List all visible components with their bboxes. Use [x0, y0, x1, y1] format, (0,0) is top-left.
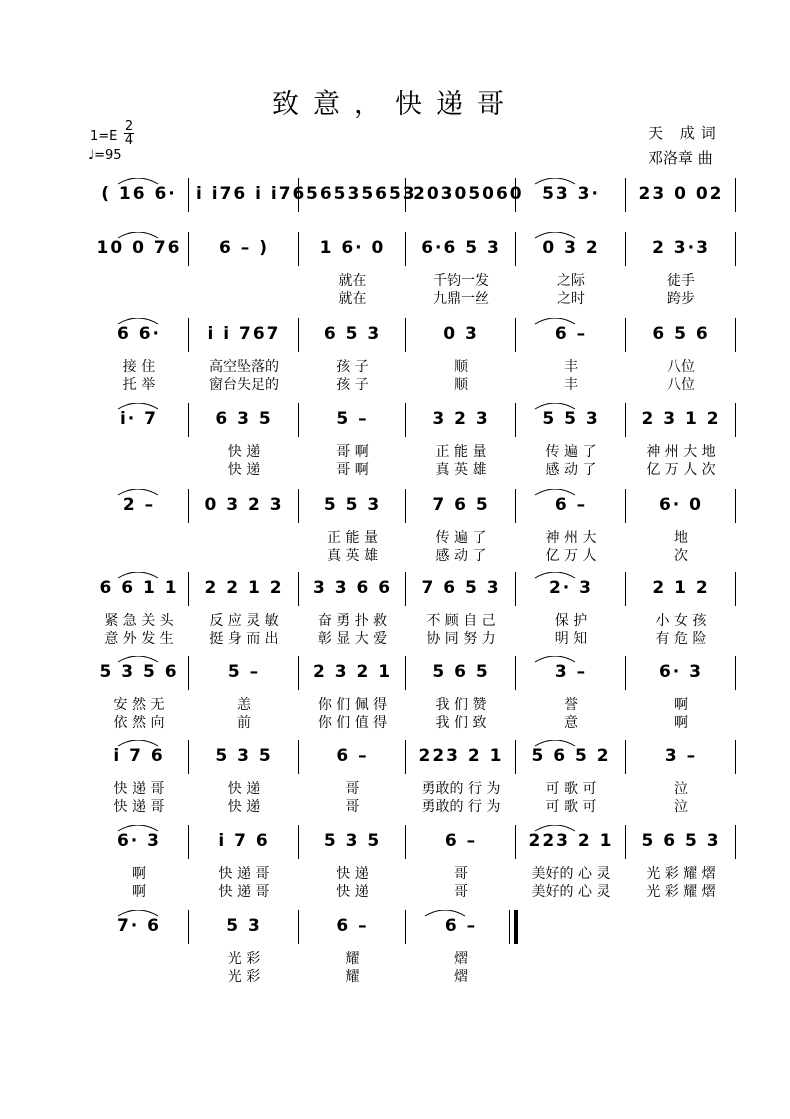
lyric-line-2: 啊: [674, 715, 688, 731]
barline: [625, 572, 626, 606]
lyric-line-1: 光 彩: [227, 951, 261, 967]
barline: [298, 489, 299, 523]
lyric-line-1: 可 歌 可: [545, 781, 597, 797]
measure-notes: ( 16 6·: [101, 184, 177, 204]
lyric-line-2: 挺 身 而 出: [209, 631, 279, 647]
measure-notes: 6· 0: [658, 495, 704, 515]
lyric-line-1: 勇敢的 行 为: [421, 781, 501, 797]
measure-notes: 20305060: [413, 184, 524, 204]
measure-notes: 5 6 5: [432, 662, 490, 682]
measure-notes: 56535653: [306, 184, 417, 204]
barline: [405, 825, 406, 859]
measure-notes: 6·6 5 3: [421, 238, 501, 258]
lyric-line-1: 哥 啊: [336, 444, 369, 460]
barline: [298, 825, 299, 859]
barline: [405, 656, 406, 690]
barline: [735, 825, 736, 859]
lyric-line-2: 意: [564, 715, 578, 731]
lyric-line-2: 顺: [454, 377, 468, 393]
score-system: [0, 825, 790, 911]
barline: [735, 403, 736, 437]
barline: [298, 740, 299, 774]
lyric-line-2: 光 彩 耀 熠: [646, 884, 716, 900]
lyric-line-2: 亿 万 人: [545, 548, 597, 564]
lyric-line-1: 誉: [564, 697, 578, 713]
lyric-line-2: 彰 显 大 爱: [317, 631, 388, 647]
measure-notes: 6 –: [554, 495, 588, 515]
lyric-line-1: 你 们 佩 得: [317, 697, 388, 713]
lyric-line-1: 神 州 大: [545, 530, 597, 546]
lyric-line-2: 我 们 致: [435, 715, 487, 731]
barline: [188, 910, 189, 944]
measure-notes: 7 6 5 3: [421, 578, 501, 598]
lyric-line-1: 快 递: [227, 444, 261, 460]
measure-notes: 5 5 3: [323, 495, 382, 515]
lyric-line-1: 恙: [237, 697, 251, 713]
measure-notes: i i76 i i76: [196, 184, 307, 204]
lyric-line-2: 窗台失足的: [209, 377, 279, 393]
lyric-line-2: 依 然 向: [113, 715, 165, 731]
lyric-line-1: 小 女 孩: [655, 613, 707, 629]
barline: [515, 656, 516, 690]
measure-notes: 6 6·: [116, 324, 162, 344]
barline: [405, 232, 406, 266]
lyric-line-2: 孩 子: [336, 377, 369, 393]
lyric-line-2: 感 动 了: [435, 548, 487, 564]
lyric-line-1: 光 彩 耀 熠: [646, 866, 716, 882]
measure-notes: 0 3 2 3: [204, 495, 284, 515]
barline: [735, 572, 736, 606]
lyric-line-1: 正 能 量: [435, 444, 487, 460]
measure-notes: 2 3 2 1: [312, 662, 393, 682]
barline: [298, 910, 299, 944]
measure-notes: 2 1 2: [652, 578, 710, 598]
measure-notes: 3 –: [554, 662, 588, 682]
lyric-line-2: 哥 啊: [336, 462, 369, 478]
barline: [515, 572, 516, 606]
lyric-line-1: 正 能 量: [327, 530, 378, 546]
score-system: [0, 740, 790, 826]
lyric-line-1: 快 递: [336, 866, 369, 882]
lyric-line-1: 高空坠落的: [209, 359, 279, 375]
measure-notes: 6· 3: [116, 831, 162, 851]
lyric-line-1: 紧 急 关 头: [104, 613, 174, 629]
barline: [405, 740, 406, 774]
lyric-line-2: 熠: [454, 969, 468, 985]
measure-notes: 23 0 02: [638, 184, 724, 204]
lyric-line-1: 孩 子: [336, 359, 369, 375]
lyric-line-1: 快 递 哥: [218, 866, 270, 882]
measure-notes: 10 0 76: [96, 238, 182, 258]
barline: [625, 403, 626, 437]
barline: [515, 318, 516, 352]
key-signature: 1=E: [90, 129, 118, 144]
measure-notes: 5 –: [336, 409, 369, 429]
barline: [515, 232, 516, 266]
measure-notes: 2 3 1 2: [641, 409, 721, 429]
measure-notes: i 7 6: [218, 831, 270, 851]
barline: [188, 489, 189, 523]
measure-notes: 6 –: [336, 916, 369, 936]
measure-notes: 5 3 5: [323, 831, 382, 851]
measure-notes: 6 –: [336, 746, 369, 766]
lyric-line-1: 我 们 赞: [435, 697, 487, 713]
lyric-line-2: 真 英 雄: [435, 462, 487, 478]
measure-notes: i· 7: [119, 409, 159, 429]
barline: [298, 572, 299, 606]
barline: [405, 572, 406, 606]
barline: [188, 656, 189, 690]
lyric-line-2: 快 递 哥: [113, 799, 165, 815]
time-signature: [124, 120, 134, 147]
tempo-marking: ♩=95: [88, 148, 122, 163]
lyric-line-1: 奋 勇 扑 救: [317, 613, 388, 629]
score-system: [0, 318, 790, 404]
lyric-line-2: 光 彩: [227, 969, 261, 985]
measure-notes: 6 – ): [219, 238, 269, 258]
barline: [735, 489, 736, 523]
lyric-line-2: 美好的 心 灵: [531, 884, 611, 900]
lyric-line-1: 反 应 灵 敏: [209, 613, 279, 629]
score-system: [0, 572, 790, 658]
score-system: [0, 910, 790, 996]
measure-notes: 7 6 5: [432, 495, 490, 515]
lyric-line-2: 跨步: [667, 291, 695, 307]
measure-notes: 6 –: [444, 831, 478, 851]
measure-notes: 2· 3: [548, 578, 594, 598]
final-barline-thin: [509, 910, 510, 944]
lyric-line-2: 快 递 哥: [218, 884, 270, 900]
lyric-line-1: 哥: [345, 781, 360, 797]
barline: [515, 489, 516, 523]
time-signature-bottom: 4: [124, 133, 134, 148]
measure-notes: 5 6 5 2: [531, 746, 611, 766]
measure-notes: 1 6· 0: [319, 238, 386, 258]
barline: [298, 318, 299, 352]
measure-notes: 223 2 1: [528, 831, 614, 851]
measure-notes: 5 3 5 6: [99, 662, 179, 682]
barline: [515, 740, 516, 774]
barline: [405, 489, 406, 523]
measure-notes: 7· 6: [116, 916, 162, 936]
lyric-line-1: 神 州 大 地: [646, 444, 716, 460]
lyric-line-2: 就在: [338, 291, 367, 307]
lyric-line-1: 不 顾 自 己: [426, 613, 496, 629]
lyric-line-1: 徒手: [667, 273, 695, 289]
barline: [625, 656, 626, 690]
page-title: 致意，快递哥: [272, 89, 518, 120]
measure-notes: 6 3 5: [215, 409, 273, 429]
barline: [298, 232, 299, 266]
barline: [625, 232, 626, 266]
barline: [188, 403, 189, 437]
barline: [625, 740, 626, 774]
lyric-line-2: 快 递: [227, 799, 261, 815]
barline: [188, 232, 189, 266]
lyric-line-1: 地: [674, 530, 688, 546]
barline: [298, 656, 299, 690]
lyric-line-2: 前: [237, 715, 251, 731]
barline: [298, 403, 299, 437]
time-signature-top: 2: [124, 119, 134, 134]
barline: [188, 318, 189, 352]
lyric-line-2: 之时: [557, 291, 585, 307]
lyric-line-1: 快 递 哥: [113, 781, 165, 797]
measure-notes: 3 3 6 6: [312, 578, 393, 598]
lyric-line-2: 协 同 努 力: [426, 631, 496, 647]
measure-notes: 2 –: [122, 495, 156, 515]
barline: [735, 178, 736, 212]
barline: [625, 489, 626, 523]
lyric-line-1: 安 然 无: [113, 697, 165, 713]
barline: [405, 318, 406, 352]
lyric-line-2: 意 外 发 生: [104, 631, 174, 647]
barline: [625, 825, 626, 859]
barline: [405, 910, 406, 944]
barline: [735, 740, 736, 774]
lyric-line-2: 快 递: [227, 462, 261, 478]
barline: [515, 403, 516, 437]
measure-notes: 6 6 1 1: [99, 578, 179, 598]
lyric-line-1: 就在: [338, 273, 367, 289]
lyric-line-2: 哥: [345, 799, 360, 815]
barline: [735, 232, 736, 266]
lyric-line-2: 亿 万 人 次: [646, 462, 716, 478]
lyric-line-1: 顺: [454, 359, 468, 375]
measure-notes: i 7 6: [113, 746, 165, 766]
final-barline-thick: [514, 910, 518, 944]
lyric-line-1: 美好的 心 灵: [531, 866, 611, 882]
lyric-line-1: 八位: [667, 359, 695, 375]
measure-notes: 5 5 3: [542, 409, 600, 429]
measure-notes: 5 3: [226, 916, 262, 936]
lyric-line-1: 熠: [454, 951, 468, 967]
measure-notes: 5 –: [227, 662, 261, 682]
barline: [188, 178, 189, 212]
lyric-line-1: 快 递: [227, 781, 261, 797]
lyric-line-1: 丰: [564, 359, 578, 375]
barline: [515, 825, 516, 859]
measure-notes: 3 2 3: [432, 409, 490, 429]
lyric-line-2: 托 举: [122, 377, 156, 393]
lyric-line-1: 传 遍 了: [435, 530, 487, 546]
lyric-line-1: 千钧一发: [433, 273, 489, 289]
score-system: [0, 489, 790, 575]
lyric-line-2: 有 危 险: [655, 631, 707, 647]
measure-notes: 3 –: [664, 746, 698, 766]
measure-notes: 2 2 1 2: [204, 578, 284, 598]
measure-notes: 0 3: [443, 324, 479, 344]
lyric-line-2: 快 递: [336, 884, 369, 900]
lyric-line-1: 啊: [674, 697, 688, 713]
lyric-line-2: 次: [674, 548, 688, 564]
lyric-line-2: 可 歌 可: [545, 799, 597, 815]
barline: [625, 178, 626, 212]
measure-notes: 2 3·3: [652, 238, 710, 258]
lyric-line-1: 泣: [674, 781, 688, 797]
measure-notes: 53 3·: [542, 184, 600, 204]
score-system: [0, 232, 790, 318]
barline: [188, 572, 189, 606]
lyric-line-2: 泣: [674, 799, 688, 815]
lyric-line-2: 啊: [132, 884, 146, 900]
measure-notes: 0 3 2: [542, 238, 600, 258]
lyric-line-1: 之际: [557, 273, 585, 289]
barline: [188, 825, 189, 859]
measure-notes: 6 5 6: [652, 324, 710, 344]
lyric-line-2: 哥: [454, 884, 468, 900]
lyric-line-1: 保 护: [554, 613, 588, 629]
measure-notes: 6· 3: [658, 662, 704, 682]
lyric-line-2: 真 英 雄: [327, 548, 378, 564]
lyric-line-2: 九鼎一丝: [433, 291, 489, 307]
measure-notes: i i 767: [207, 324, 281, 344]
lyric-line-2: 勇敢的 行 为: [421, 799, 501, 815]
lyric-line-1: 接 住: [122, 359, 156, 375]
lyric-line-1: 耀: [345, 951, 360, 967]
barline: [625, 318, 626, 352]
lyric-line-1: 传 遍 了: [545, 444, 597, 460]
barline: [735, 318, 736, 352]
lyric-line-2: 丰: [564, 377, 578, 393]
composer-credit: 邓洛章 曲: [648, 149, 713, 167]
lyric-line-2: 耀: [345, 969, 360, 985]
lyric-line-2: 感 动 了: [545, 462, 597, 478]
measure-notes: 5 3 5: [215, 746, 273, 766]
measure-notes: 6 –: [554, 324, 588, 344]
lyric-line-2: 你 们 值 得: [317, 715, 388, 731]
lyric-line-1: 啊: [132, 866, 146, 882]
barline: [735, 656, 736, 690]
measure-notes: 5 6 5 3: [641, 831, 721, 851]
measure-notes: 223 2 1: [418, 746, 504, 766]
measure-notes: 6 –: [444, 916, 478, 936]
lyric-line-2: 明 知: [554, 631, 588, 647]
barline: [188, 740, 189, 774]
score-system: [0, 403, 790, 489]
measure-notes: 6 5 3: [323, 324, 382, 344]
lyricist-credit: 天 成词: [648, 124, 722, 142]
score-system: [0, 656, 790, 742]
barline: [405, 403, 406, 437]
lyric-line-2: 八位: [667, 377, 695, 393]
lyric-line-1: 哥: [454, 866, 468, 882]
